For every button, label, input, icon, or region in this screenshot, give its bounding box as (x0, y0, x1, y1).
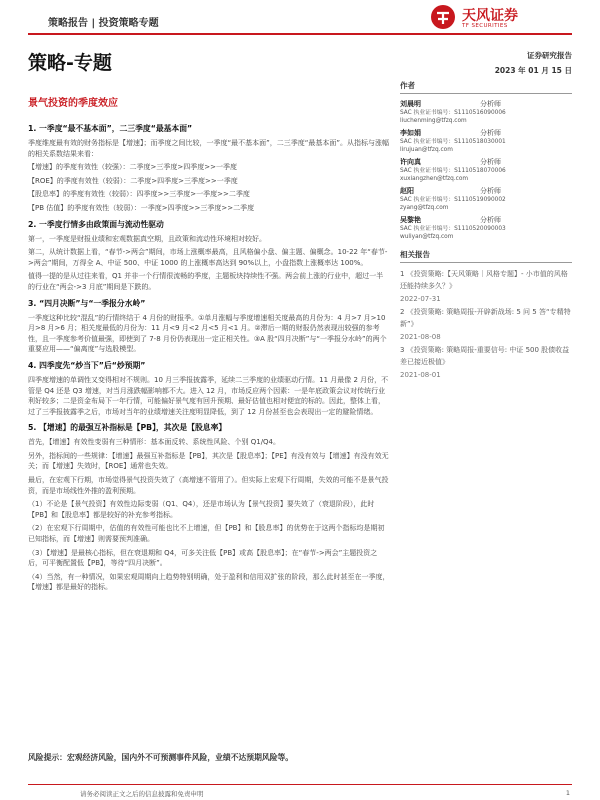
paragraph: 四季度增速的单调性又变得相对不规则。10 月三季报披露季，延续二三季度的业绩驱动行情。11 月最像 2 月份，不管是 Q4 还是 Q3 增速，对当月涨跌幅影响都不大。进入 12 月，市场反应两个因素：一是年底政策会议对传统行业利好较多；二是资金布局下一年行情，可能偏好景气度有回升预期、最好估值也相对便宜的标的。因此，整体上看，过了三季报披露季之后，市场对当年的业绩增速关注度明显降低，到了 12 月份甚至也会表现出一定的避险情绪。 (28, 375, 389, 416)
related-heading: 相关报告 (400, 249, 572, 263)
footer-divider (28, 784, 572, 785)
related-report-link[interactable]: 3 《投资策略: 策略周报-重要信号: 中证 500 股债收益差已接近极值》 (400, 346, 570, 366)
analyst-email[interactable]: lirujuan@tfzq.com (400, 147, 453, 153)
analyst-name: 吴黎艳 (400, 216, 421, 224)
main-content (28, 118, 390, 596)
footer-disclaimer: 请务必阅读正文之后的信息披露和免责申明 (80, 790, 204, 798)
analyst-card (400, 100, 572, 125)
analyst-role: 分析师 (480, 129, 501, 137)
analyst-name: 许向真 (400, 158, 421, 166)
analyst-email[interactable]: liuchenming@tfzq.com (400, 118, 467, 124)
related-report-link[interactable]: 2 《投资策略: 策略周报-开辟新战场: 5 问 5 答“专精特新”》 (400, 308, 571, 328)
page-number: 1 (565, 789, 570, 797)
paragraph: 第二，从统计数据上看，“春节->两会”期间，市场上涨概率最高，且风格偏小盘、偏主题、偏概念。10-22 年“春节->两会”期间，万得全 A、中证 500、中证 1000 的上涨概率高达到 90%以上，小盘指数上涨概率达 100%。 (28, 248, 388, 267)
brand-logo (430, 4, 570, 30)
report-subtitle: 景气投资的季度效应 (28, 98, 118, 109)
paragraph: 首先，【增速】有效性变弱有三种情形：基本面反转、系统性风险、个别 Q1/Q4。 (28, 438, 281, 447)
analyst-name: 刘晨明 (400, 100, 421, 108)
paragraph: 【股息率】的季度有效性（较弱）：四季度>>三季度>一季度>>二季度 (28, 190, 250, 199)
section-heading: 2. 一季度行情多由政策面与流动性驱动 (28, 219, 164, 229)
analyst-email[interactable]: xuxiangzhen@tfzq.com (400, 176, 469, 182)
analyst-name: 赵阳 (400, 187, 414, 195)
paragraph: 另外，指标间的一些规律：【增速】最强互补指标是【PB】，其次是【股息率】；【PE】有没有效与【增速】有没有效无关；而【增速】失效时，【ROE】通常也失效。 (28, 451, 389, 471)
section-heading: 4. 四季度先“炒当下”后“炒预期” (28, 360, 146, 370)
page-header (0, 0, 600, 36)
paragraph: 季度维度最有效的财务指标是【增速】；而季度之间比较，一季度“最不基本面”，二三季度“最基本面”。从指标与涨幅的相关系数结果来看： (28, 139, 390, 158)
analyst-email[interactable]: zyang@tfzq.com (400, 205, 449, 211)
risk-warning: 风险提示：宏观经济风险，国内外不可预测事件风险，业绩不达预期风险等。 (28, 753, 294, 762)
analyst-card (400, 216, 572, 241)
analyst-card (400, 158, 572, 183)
section-5 (28, 422, 390, 593)
logo-icon (430, 4, 456, 30)
authors-heading: 作者 (400, 80, 572, 94)
header-divider (28, 33, 572, 35)
logo-text-cn: 天风证券 (462, 8, 518, 24)
section-heading: 3. “四月决断”与“一季报分水岭” (28, 298, 146, 308)
analyst-sac: SAC 执业证书编号：S1110519090002 (400, 197, 506, 203)
related-report-date: 2021-08-08 (400, 333, 441, 341)
analyst-role: 分析师 (480, 216, 501, 224)
section-2 (28, 219, 390, 293)
section-1 (28, 123, 390, 214)
analyst-sac: SAC 执业证书编号：S1110516090006 (400, 110, 506, 116)
related-report-date: 2022-07-31 (400, 295, 441, 303)
section-4 (28, 360, 390, 417)
analyst-name: 李如娟 (400, 129, 421, 137)
analyst-card (400, 129, 572, 154)
paragraph: 【PB 估值】的季度有效性（较弱）：一季度>四季度>>三季度>>二季度 (28, 203, 255, 212)
paragraph: 最后，在宏观下行期，市场觉得景气投资失效了（高增速不管用了）。但实际上宏观下行周期，失效的可能不是景气投资，而是市场线性外推的盈利预期。 (28, 476, 389, 495)
paragraph: （1）不论是【景气投资】有效性边际变弱（Q1、Q4），还是市场认为【景气投资】要失效了（衰退阶段），此时【PB】和【股息率】都是较好的补充参考指标。 (28, 500, 375, 519)
page-title: 策略-专题 (28, 52, 112, 74)
header-breadcrumb: 策略报告 | 投资策略专题 (48, 18, 159, 29)
report-type: 证券研究报告 (527, 51, 572, 60)
analyst-role: 分析师 (480, 158, 501, 166)
paragraph: 一季度这种比较“混乱”的行情终结于 4 月份的财报季。①单月涨幅与季度增速相关度最高的月份为：4 月>7 月>10 月>8 月>6 月；相关度最低的月份为：11 月<9 月<2 月<5 月<1 月。②滞后一期的财报仍然表现出较强的参考性，且一季度参考价值最强，即使到了 7-8 月份仍表现出一定正相关性。③A 股“四月决断”与“一季报分水岭”的两个重要应用——“偏离度”与选股模型。 (28, 313, 387, 354)
paragraph: （3）【增速】是最核心指标，但在衰退期和 Q4，可多关注低【PB】或高【股息率】；在“春节->两会”主题投资之后，可平衡配置低【PB】，等待“四月决断”。 (28, 548, 378, 568)
analyst-email[interactable]: wuliyan@tfzq.com (400, 234, 454, 240)
paragraph: （2）在宏观下行周期中，估值的有效性可能也比不上增速，但【PB】和【股息率】的优势在于这两个指标均是期初已知指标，而【增速】则需要预判准确。 (28, 524, 385, 544)
paragraph: 【增速】的季度有效性（较强）：二季度>三季度>四季度>>一季度 (28, 163, 237, 172)
sidebar (400, 80, 572, 383)
analyst-role: 分析师 (480, 100, 501, 108)
logo-text-en: TF SECURITIES (462, 23, 508, 29)
analyst-sac: SAC 执业证书编号：S1110518070006 (400, 168, 506, 174)
analyst-sac: SAC 执业证书编号：S1110518030001 (400, 139, 506, 145)
paragraph: （4）当然，有一种情况，如果宏观周期向上趋势特别明确，处于盈利和信用双扩张的阶段，那么此时甚至在一季度，【增速】都是最好的指标。 (28, 572, 390, 592)
section-heading: 5. 【增速】的最强互补指标是【PB】，其次是【股息率】 (28, 423, 227, 433)
paragraph: 第一，一季度是财报业绩和宏观数据真空期，且政策和流动性环境相对较好。 (28, 234, 266, 243)
analyst-role: 分析师 (480, 187, 501, 195)
related-reports (400, 249, 572, 379)
paragraph: 值得一提的是从过往来看，Q1 并非一个行情很流畅的季度，主题板块持续性不强。两会前上涨的行业中，超过一半的行业在“两会->3 月底”期间是下跌的。 (28, 272, 384, 291)
section-heading: 1. 一季度“最不基本面”，二三季度“最基本面” (28, 124, 193, 133)
related-report-link[interactable]: 1 《投资策略:【天风策略｜风格专题】- 小市值的风格还能持续多久？》 (400, 270, 568, 290)
related-report-date: 2021-08-01 (400, 371, 441, 379)
report-date: 2023 年 01 月 15 日 (494, 66, 572, 75)
paragraph: 【ROE】的季度有效性（较弱）：二季度>四季度>三季度>>一季度 (28, 176, 238, 185)
analyst-card (400, 187, 572, 212)
section-3 (28, 298, 390, 355)
analyst-sac: SAC 执业证书编号：S1110520090003 (400, 226, 506, 232)
